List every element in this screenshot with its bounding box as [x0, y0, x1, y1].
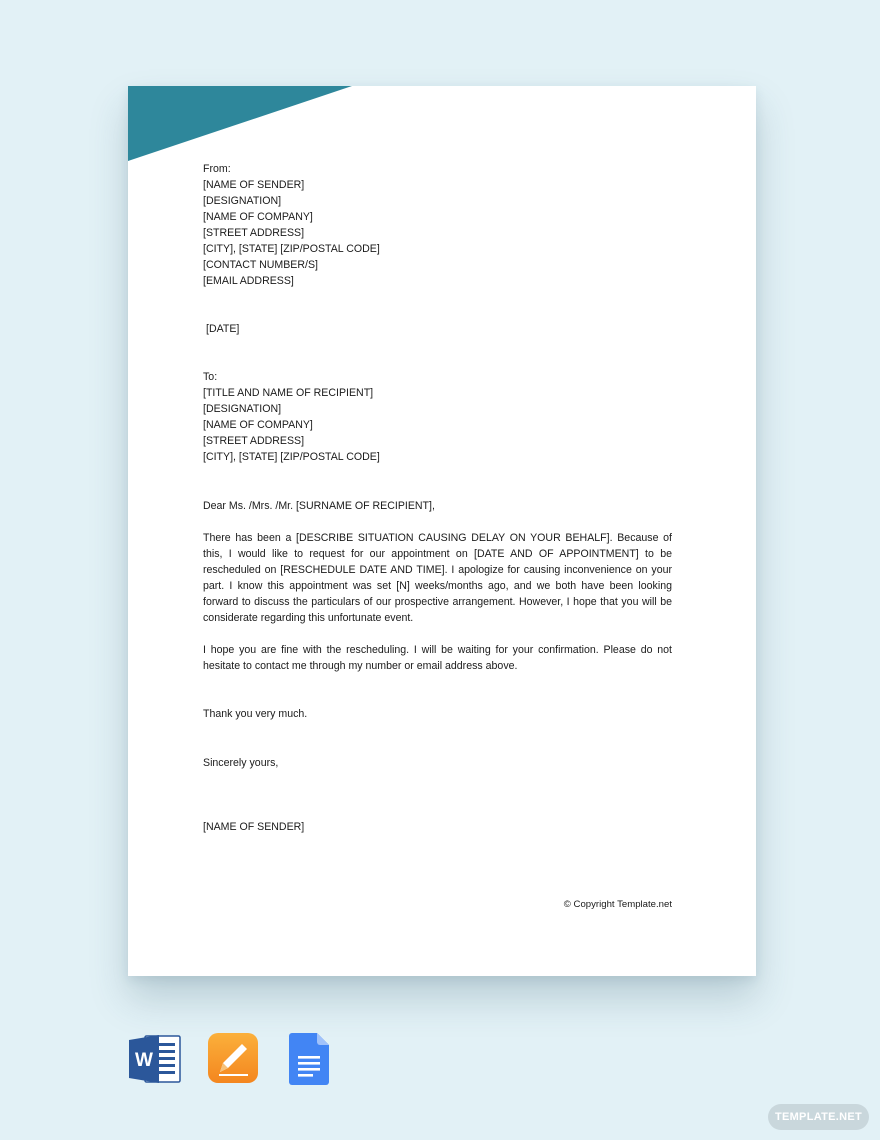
sender-name: [NAME OF SENDER]: [203, 179, 305, 192]
google-docs-icon[interactable]: [289, 1032, 331, 1086]
signature-name: [NAME OF SENDER]: [203, 821, 305, 833]
letter-date: [DATE]: [206, 323, 240, 335]
corner-accent-shape: [128, 86, 352, 162]
sender-contact: [CONTACT NUMBER/S]: [203, 259, 318, 272]
sender-city-state-zip: [CITY], [STATE] [ZIP/POSTAL CODE]: [203, 243, 380, 256]
closing-line: Sincerely yours,: [203, 757, 279, 769]
recipient-designation: [DESIGNATION]: [203, 403, 282, 416]
svg-text:W: W: [135, 1050, 153, 1071]
recipient-street: [STREET ADDRESS]: [203, 435, 305, 448]
pages-icon[interactable]: [207, 1032, 259, 1084]
sender-designation: [DESIGNATION]: [203, 195, 282, 208]
from-label: From:: [203, 163, 231, 175]
recipient-title-name: [TITLE AND NAME OF RECIPIENT]: [203, 387, 374, 400]
body-paragraph-2: I hope you are fine with the rescheduling. I will be waiting for your confirmation. Please do not hesitate to contact me through my number or email address above.: [203, 644, 672, 673]
letter-page: [128, 86, 756, 976]
recipient-block: [203, 369, 672, 465]
copyright-text: © Copyright Template.net: [563, 899, 672, 910]
to-label: To:: [203, 371, 218, 383]
thanks-line: Thank you very much.: [203, 708, 308, 720]
body-paragraph-1: There has been a [DESCRIBE SITUATION CAUSING DELAY ON YOUR BEHALF]. Because of this, I would like to request for our appointment on [DATE AND OF APPOINTMENT] to be rescheduled on [RESCHEDULE DATE AND TIME]. I apologize for causing inconvenience on your part. I know this appointment was set [N] weeks/months ago, and we both have been looking forward to discuss the particulars of our prospective arrangement. However, I hope that you will be considerate regarding this unfortunate event.: [203, 532, 672, 625]
sender-email: [EMAIL ADDRESS]: [203, 275, 294, 288]
salutation: Dear Ms. /Mrs. /Mr. [SURNAME OF RECIPIENT],: [203, 500, 435, 512]
template-net-badge[interactable]: TEMPLATE.NET: [768, 1104, 869, 1130]
sender-company: [NAME OF COMPANY]: [203, 211, 313, 224]
recipient-city-state-zip: [CITY], [STATE] [ZIP/POSTAL CODE]: [203, 451, 380, 464]
recipient-company: [NAME OF COMPANY]: [203, 419, 313, 432]
sender-block: [203, 161, 672, 289]
word-icon[interactable]: [128, 1032, 182, 1086]
sender-street: [STREET ADDRESS]: [203, 227, 305, 240]
